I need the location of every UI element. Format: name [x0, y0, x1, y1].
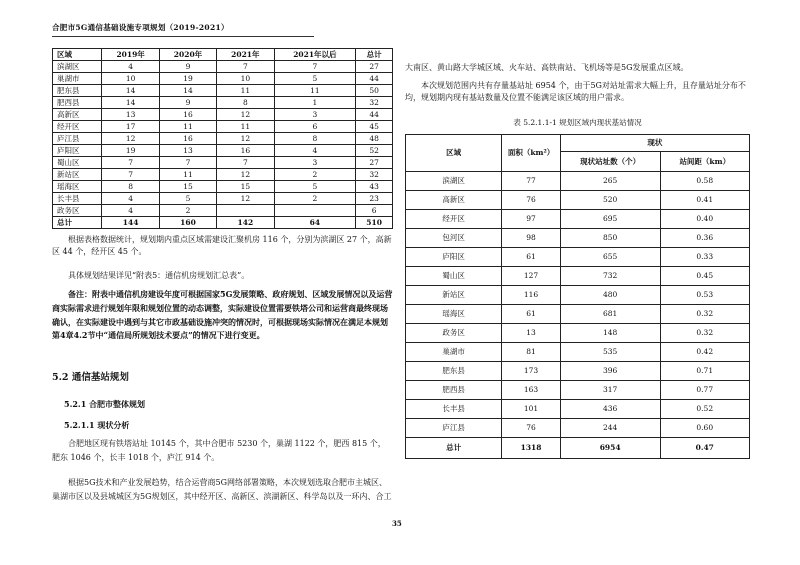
table-cell: 64 — [274, 217, 356, 229]
table-cell: 政务区 — [406, 324, 502, 343]
table-cell: 116 — [502, 286, 560, 305]
table-cell: 1318 — [502, 438, 560, 459]
table-cell: 7 — [274, 61, 356, 73]
section-heading-5-2: 5.2 通信基站规划 — [52, 372, 129, 383]
table-cell: 27 — [356, 157, 393, 169]
table-cell: 4 — [102, 205, 159, 217]
table-cell: 0.32 — [660, 305, 749, 324]
table-cell: 81 — [502, 343, 560, 362]
table-cell: 142 — [217, 217, 274, 229]
table-cell: 蜀山区 — [406, 267, 502, 286]
table-cell: 2 — [274, 193, 356, 205]
table-cell: 8 — [274, 133, 356, 145]
table-cell: 173 — [502, 362, 560, 381]
table-cell: 13 — [502, 324, 560, 343]
page-number: 35 — [392, 519, 402, 528]
paragraph-stats: 根据表格数据统计，规划期内重点区域需建设汇聚机房 116 个，分别为滨湖区 27 个，高新区 44 个，经开区 45 个。 — [52, 235, 392, 256]
table-cell: 4 — [102, 61, 159, 73]
table-cell: 长丰县 — [406, 400, 502, 419]
table-cell: 12 — [102, 133, 159, 145]
table-cell: 76 — [502, 419, 560, 438]
table-cell: 101 — [502, 400, 560, 419]
table-cell: 10 — [217, 73, 274, 85]
col-header-site-distance: 站间距（km） — [660, 152, 749, 172]
table-cell: 17 — [102, 121, 159, 133]
table-cell: 4 — [274, 145, 356, 157]
table-cell: 肥西县 — [406, 381, 502, 400]
table-cell: 127 — [502, 267, 560, 286]
table-row — [53, 121, 393, 133]
table-cell: 2 — [159, 205, 216, 217]
table-cell: 14 — [102, 97, 159, 109]
existing-base-station-table — [405, 134, 750, 459]
table-cell: 23 — [356, 193, 393, 205]
table-cell: 0.47 — [660, 438, 749, 459]
table-cell: 9 — [159, 97, 216, 109]
table-cell: 新站区 — [406, 286, 502, 305]
table-cell: 11 — [159, 121, 216, 133]
table-cell: 7 — [159, 157, 216, 169]
table-cell: 高新区 — [53, 109, 102, 121]
table-cell: 480 — [560, 286, 660, 305]
table-cell: 16 — [159, 109, 216, 121]
paragraph-existing-stations: 本次规划范围内共有存量基站址 6954 个，由于5G对站址需求大幅上升，且存量站址分布不均，规划期内现有基站数量及位置不能满足该区域的用户需求。 — [405, 81, 746, 102]
machine-room-table — [52, 48, 393, 229]
table-cell: 瑶海区 — [53, 181, 102, 193]
table-cell: 520 — [560, 191, 660, 210]
page-header-title: 合肥市5G通信基础设施专项规划（2019-2021） — [52, 23, 229, 32]
table-cell: 总计 — [53, 217, 102, 229]
table-cell: 滨湖区 — [53, 61, 102, 73]
table-cell: 50 — [356, 85, 393, 97]
table-cell: 12 — [217, 133, 274, 145]
table-cell: 2021年 — [217, 49, 274, 61]
table-cell: 0.45 — [660, 267, 749, 286]
table-row — [406, 400, 750, 419]
table-row — [406, 362, 750, 381]
table-cell: 0.32 — [660, 324, 749, 343]
table-cell: 庐阳区 — [406, 248, 502, 267]
table-header-row — [53, 49, 393, 61]
table-cell: 11 — [217, 121, 274, 133]
table-row — [406, 381, 750, 400]
table-row — [53, 181, 393, 193]
table-cell: 政务区 — [53, 205, 102, 217]
table-row — [53, 169, 393, 181]
table-cell: 8 — [102, 181, 159, 193]
table-cell: 144 — [102, 217, 159, 229]
table-cell: 0.52 — [660, 400, 749, 419]
table-cell: 43 — [356, 181, 393, 193]
table-cell: 732 — [560, 267, 660, 286]
table-cell: 44 — [356, 109, 393, 121]
paragraph-existing-sites: 合肥地区现有铁塔站址 10145 个，其中合肥市 5230 个，巢湖 1122 个，肥西 815 个，肥东 1046 个，长丰 1018 个，庐江 914 个。 — [52, 439, 386, 462]
table-cell: 160 — [159, 217, 216, 229]
table-cell: 庐阳区 — [53, 145, 102, 157]
table-cell: 庐江县 — [406, 419, 502, 438]
table-row — [406, 305, 750, 324]
table-cell: 11 — [159, 169, 216, 181]
table-cell: 区域 — [53, 49, 102, 61]
table-cell: 3 — [274, 157, 356, 169]
table-cell: 2020年 — [159, 49, 216, 61]
table-cell: 19 — [102, 145, 159, 157]
table-cell: 8 — [217, 97, 274, 109]
table-cell: 总计 — [406, 438, 502, 459]
col-header-region: 区域 — [406, 135, 502, 172]
table-cell: 32 — [356, 97, 393, 109]
table-cell: 新站区 — [53, 169, 102, 181]
table-cell: 7 — [102, 157, 159, 169]
table-cell: 4 — [102, 193, 159, 205]
table-cell: 庐江县 — [53, 133, 102, 145]
table-cell: 肥西县 — [53, 97, 102, 109]
col-header-status: 现状 — [560, 135, 749, 152]
col-header-area: 面积（km²） — [502, 135, 560, 172]
table-cell: 12 — [217, 193, 274, 205]
table-row — [53, 145, 393, 157]
table-cell — [217, 205, 274, 217]
table-cell: 6 — [356, 205, 393, 217]
table-cell: 535 — [560, 343, 660, 362]
section-heading-5-2-1-1: 5.2.1.1 现状分析 — [64, 420, 130, 430]
table-cell: 5 — [274, 181, 356, 193]
table-cell: 850 — [560, 229, 660, 248]
table-row — [53, 193, 393, 205]
table-row — [406, 267, 750, 286]
section-heading-5-2-1: 5.2.1 合肥市整体规划 — [64, 399, 146, 409]
table-cell: 高新区 — [406, 191, 502, 210]
table-cell: 肥东县 — [406, 362, 502, 381]
table-cell: 0.40 — [660, 210, 749, 229]
table-cell: 2019年 — [102, 49, 159, 61]
table-cell: 44 — [356, 73, 393, 85]
header-rule — [52, 36, 314, 37]
table-cell: 经开区 — [406, 210, 502, 229]
table-cell: 14 — [102, 85, 159, 97]
table-cell: 16 — [159, 133, 216, 145]
table-cell: 265 — [560, 172, 660, 191]
table-row — [406, 324, 750, 343]
table-row — [406, 419, 750, 438]
table-total-row — [406, 438, 750, 459]
table-cell: 0.33 — [660, 248, 749, 267]
table-cell: 32 — [356, 169, 393, 181]
paragraph-5g-area: 根据5G技术和产业发展趋势，结合运营商5G网络部署策略，本次规划选取合肥市主城区、巢湖市区以及县城城区为5G规划区，其中经开区、高新区、滨湖新区、科学岛以及一环内、合工 — [52, 478, 392, 501]
table-cell: 163 — [502, 381, 560, 400]
table-cell: 11 — [274, 85, 356, 97]
paragraph-key-areas: 大南区、黄山路大学城区域、火车站、高铁南站、飞机场等是5G发展重点区域。 — [405, 63, 689, 72]
table-cell: 11 — [217, 85, 274, 97]
table-cell: 3 — [274, 109, 356, 121]
table-cell: 瑶海区 — [406, 305, 502, 324]
table-cell: 0.60 — [660, 419, 749, 438]
table-cell: 76 — [502, 191, 560, 210]
table-row — [406, 172, 750, 191]
table-cell: 总计 — [356, 49, 393, 61]
table-cell: 14 — [159, 85, 216, 97]
table-cell: 27 — [356, 61, 393, 73]
table-row — [406, 343, 750, 362]
table-cell: 510 — [356, 217, 393, 229]
table-row — [406, 229, 750, 248]
table-cell: 经开区 — [53, 121, 102, 133]
table-cell: 0.53 — [660, 286, 749, 305]
table-cell: 148 — [560, 324, 660, 343]
table-cell: 77 — [502, 172, 560, 191]
table-cell: 61 — [502, 248, 560, 267]
table-cell: 13 — [102, 109, 159, 121]
table-cell: 15 — [159, 181, 216, 193]
table-row — [406, 191, 750, 210]
table-cell: 蜀山区 — [53, 157, 102, 169]
table-row — [53, 73, 393, 85]
table-cell: 9 — [159, 61, 216, 73]
table-cell: 滨湖区 — [406, 172, 502, 191]
table-cell: 436 — [560, 400, 660, 419]
table-cell: 2021年以后 — [274, 49, 356, 61]
table-cell: 0.42 — [660, 343, 749, 362]
table-row — [53, 157, 393, 169]
table-cell: 6 — [274, 121, 356, 133]
table-cell: 52 — [356, 145, 393, 157]
table-cell: 16 — [217, 145, 274, 157]
table-cell: 包河区 — [406, 229, 502, 248]
table-cell: 48 — [356, 133, 393, 145]
table-cell: 巢湖市 — [53, 73, 102, 85]
table-row — [406, 248, 750, 267]
table-cell: 98 — [502, 229, 560, 248]
table-cell: 7 — [102, 169, 159, 181]
table-cell: 2 — [274, 169, 356, 181]
table-row — [406, 286, 750, 305]
table-cell: 61 — [502, 305, 560, 324]
table-cell: 长丰县 — [53, 193, 102, 205]
table-row — [53, 85, 393, 97]
table-cell: 7 — [217, 157, 274, 169]
table-cell: 6954 — [560, 438, 660, 459]
table-cell: 681 — [560, 305, 660, 324]
table-caption: 表 5.2.1.1-1 规划区域内现状基站情况 — [513, 118, 642, 127]
table-cell: 695 — [560, 210, 660, 229]
table-cell: 12 — [217, 109, 274, 121]
table-row — [53, 61, 393, 73]
table-cell: 396 — [560, 362, 660, 381]
table-cell: 0.71 — [660, 362, 749, 381]
table-cell: 97 — [502, 210, 560, 229]
table-cell: 45 — [356, 121, 393, 133]
table-row — [53, 97, 393, 109]
table-row — [406, 210, 750, 229]
table-cell: 0.41 — [660, 191, 749, 210]
table-cell: 0.77 — [660, 381, 749, 400]
table-cell: 13 — [159, 145, 216, 157]
table-cell: 10 — [102, 73, 159, 85]
table-total-row — [53, 217, 393, 229]
table-cell: 19 — [159, 73, 216, 85]
table-cell: 15 — [217, 181, 274, 193]
table-row — [53, 133, 393, 145]
table-cell: 巢湖市 — [406, 343, 502, 362]
paragraph-reference: 具体规划结果详见“附表5：通信机房规划汇总表”。 — [68, 271, 250, 280]
table-cell: 655 — [560, 248, 660, 267]
table-cell: 317 — [560, 381, 660, 400]
paragraph-remark: 备注：附表中通信机房建设年度可根据国家5G发展策略、政府规划、区域发展情况以及运营商实际需求进行规划年限和规划位置的动态调整，实际建设位置需要铁塔公司和运营商最终现场确认，在实际建设中遇到与其它市政基础设施冲突的情况时，可根据现场实际情况在满足本规划第4章4.2节中“通信局所规划技术要点”的情况下进行变更。 — [52, 289, 393, 341]
col-header-site-count: 现状站址数（个） — [560, 152, 660, 172]
table-cell: 0.36 — [660, 229, 749, 248]
table-cell: 7 — [217, 61, 274, 73]
table-cell: 244 — [560, 419, 660, 438]
table-cell: 肥东县 — [53, 85, 102, 97]
table-cell: 1 — [274, 97, 356, 109]
table-row — [53, 205, 393, 217]
table-cell: 12 — [217, 169, 274, 181]
table-cell: 0.58 — [660, 172, 749, 191]
table-row — [53, 109, 393, 121]
table-cell: 5 — [159, 193, 216, 205]
table-cell — [274, 205, 356, 217]
table-cell: 5 — [274, 73, 356, 85]
